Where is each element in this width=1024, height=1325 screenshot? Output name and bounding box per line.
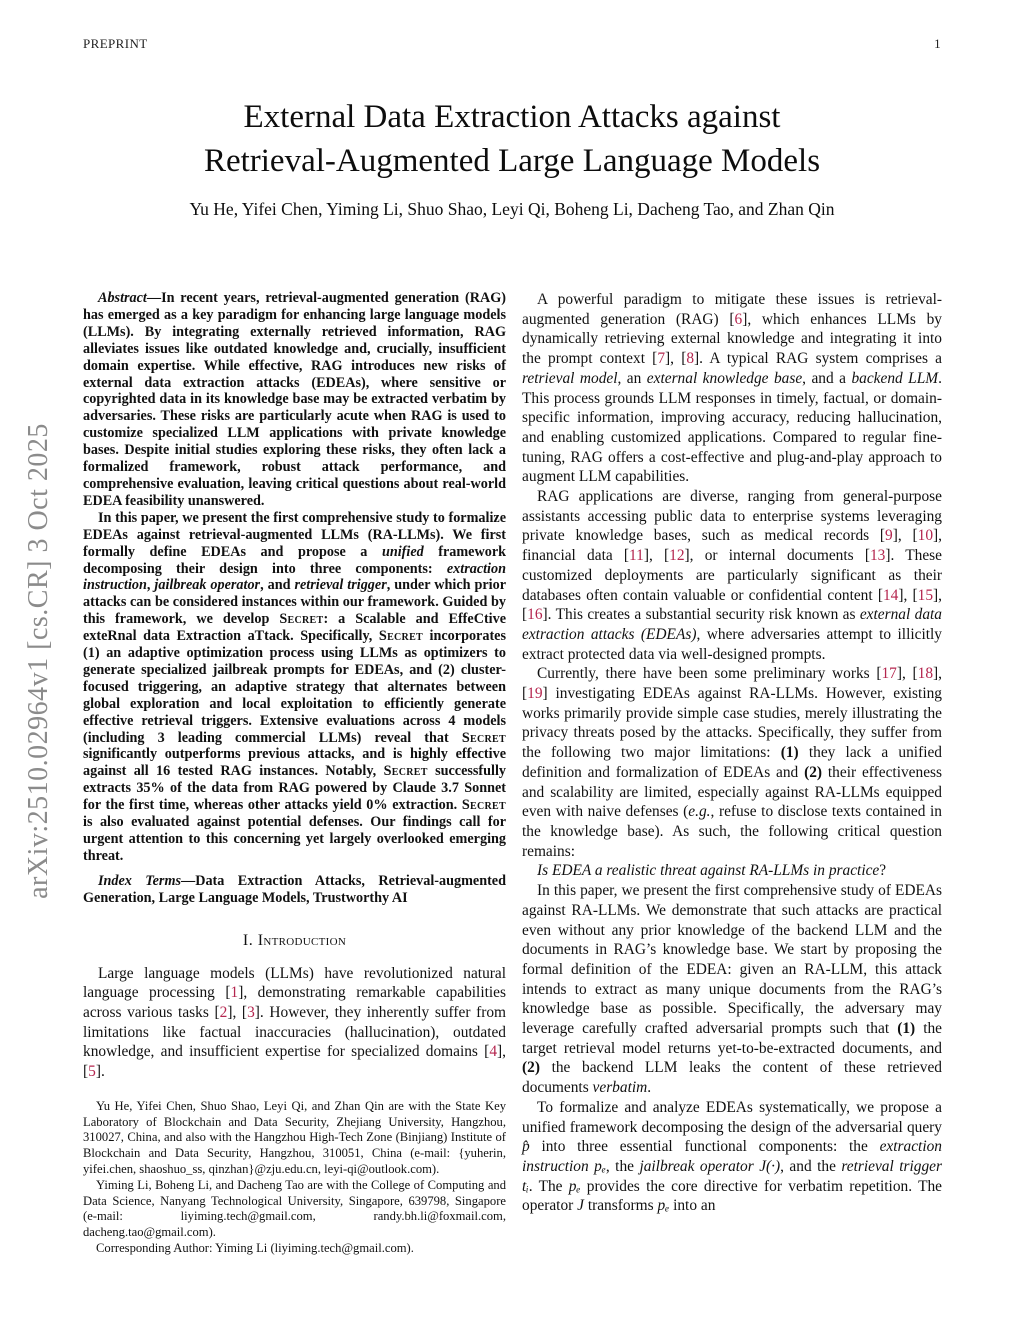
text-run: jailbreak operator [639, 1157, 754, 1175]
text-run: , and the [780, 1157, 842, 1175]
text-run: pₑ [568, 1177, 581, 1195]
text-run: their effectiveness and scalability are limited, especially against RA-LLMs equipped even with naive defenses ( [522, 763, 943, 821]
rag-applications-paragraph [522, 487, 942, 664]
preliminary-works-paragraph [522, 664, 942, 861]
text-run: 19 [527, 685, 543, 703]
text-run: tᵢ [522, 1177, 529, 1195]
text-run: incorporates (1) an adaptive optimization process using LLMs as optimizers to generate specialized jailbreak prompts for EDEAs, and (2) cluster-focused triggering, an adaptive strategy that alternates between global exploration and local exploitation to efficiently generate effective retrieval triggers. Extensive evaluations across 4 models (including 3 leading commercial LLMs) reveal that [83, 628, 506, 746]
text-run: 15 [917, 586, 934, 604]
text-run: I. [242, 931, 258, 949]
text-run: Corresponding Author: Yiming Li (liyiming.tech@gmail.com). [96, 1241, 414, 1256]
text-run: Currently, there have been some preliminary works [ [537, 665, 882, 683]
text-run: Abstract [98, 290, 147, 306]
text-run: into an [669, 1197, 716, 1215]
text-run: A powerful paradigm to mitigate these issues is retrieval-augmented generation (RAG) [ [522, 291, 942, 328]
text-run: pₑ [594, 1157, 606, 1175]
text-run: is also evaluated against potential defenses. Our findings call for urgent attention to this concerning yet largely overlooked emerging threat. [83, 814, 506, 864]
text-run: ], [ [522, 586, 942, 624]
right-column [522, 290, 942, 1216]
text-run: 13 [869, 547, 886, 565]
text-run: 5 [88, 1063, 96, 1081]
text-run: RAG applications are diverse, ranging from general-purpose assistants accessing public data to enterprise systems leveraging private knowledge bases, such as medical records [ [522, 488, 942, 545]
paper-title [0, 95, 1024, 183]
text-run: ], demonstrating remarkable capabilities across various tasks [ [83, 984, 506, 1022]
text-run: 2 [219, 1004, 228, 1022]
text-run: unified [381, 543, 424, 560]
text-run: ? [879, 862, 887, 880]
text-run: Secret [378, 628, 424, 645]
text-run: Introduction [257, 931, 347, 949]
text-run: ], which enhances LLMs by dynamically retrieving external knowledge and integrating it into the prompt context [ [522, 310, 942, 368]
text-run: To formalize and analyze EDEAs systematically, we propose a unified framework decomposing the design of the adversarial query [522, 1098, 942, 1136]
text-run: —Data Extraction Attacks, Retrieval-augmented Generation, Large Language Models, Trustworthy AI [83, 872, 506, 906]
index-terms [83, 873, 506, 907]
text-run: successfully extracts 35% of the data from RAG powered by Claude 3.7 Sonnet for the first time, whereas other attacks yield 0% extraction. [83, 763, 507, 814]
text-run: ], [ [643, 547, 670, 565]
text-run: In this paper, we present the first comprehensive study to formalize EDEAs against retrieval-augmented LLMs (RA-LLMs). We first formally define EDEAs and propose a [83, 509, 506, 560]
footnote-affiliation-1 [83, 1099, 506, 1178]
text-run: ], or internal documents [ [684, 547, 870, 565]
text-run: p̂ [522, 1138, 530, 1156]
arxiv-watermark: arXiv:2510.02964v1 [cs.CR] 3 Oct 2025 [23, 423, 54, 899]
text-run: , and a [802, 369, 852, 387]
text-run: , where adversaries attempt to illicitly extract protected data via well-designed prompts. [522, 625, 942, 663]
text-run: ], [ [83, 1043, 506, 1081]
text-run: . The [528, 1177, 569, 1195]
text-run: ], [ [227, 1004, 248, 1022]
text-run: significantly outperforms previous attacks, and is highly effective against all 16 tested RAG instances. Notably, [83, 746, 506, 780]
text-run: Secret [279, 611, 324, 628]
text-run: external data extraction attacks (EDEAs) [522, 606, 942, 643]
critical-question [522, 861, 942, 881]
text-run: (1) [897, 1020, 916, 1038]
text-run: retrieval trigger [294, 577, 387, 594]
text-run: Index Terms [98, 872, 182, 889]
text-run: 11 [629, 547, 644, 565]
text-run: 7 [657, 350, 666, 368]
text-run: ], [ [898, 586, 918, 604]
text-run: Secret [383, 763, 428, 780]
text-run: backend LLM [851, 369, 939, 387]
text-run: ], [ [522, 665, 942, 703]
text-run: Yiming Li, Boheng Li, and Dacheng Tao are with the College of Computing and Data Science, Nanyang Technological University, Singapore, 639798, Singapore (e-mail: liyiming.tech@gmail.com, randy.bh.li@foxmail.com, dacheng.tao@gmail.com). [83, 1177, 506, 1240]
text-run: Secret [461, 729, 506, 746]
intro-paragraph-1 [83, 964, 506, 1082]
left-column [83, 290, 506, 1257]
text-run: ], [ [892, 527, 918, 545]
text-run: ]. This creates a substantial security risk known as [542, 606, 860, 624]
text-run: transforms [583, 1197, 658, 1215]
text-run: pₑ [657, 1197, 670, 1215]
authors-line: Yu He, Yifei Chen, Yiming Li, Shuo Shao, Leyi Qi, Boheng Li, Dacheng Tao, and Zhan Qin [189, 199, 835, 219]
text-run: extraction instruction [522, 1138, 942, 1175]
text-run: 3 [247, 1004, 255, 1022]
footnote-affiliation-2 [83, 1178, 506, 1241]
text-run: (2) [522, 1059, 540, 1077]
text-run: , the [605, 1157, 640, 1175]
text-run: ] investigating EDEAs against RA-LLMs. However, existing works primarily provide simple case studies, merely illustrating the privacy threats posed by the attacks. Specifically, they suffer from the following two major limitations: [522, 685, 942, 762]
text-run: ]. [95, 1063, 105, 1081]
text-run: 10 [917, 527, 934, 545]
text-run: : a Scalable and EffeCtive exteRnal data Extraction aTtack. Specifically, [83, 611, 506, 645]
text-run: 16 [527, 606, 543, 624]
text-run: 12 [669, 547, 685, 565]
text-run: ]. A typical RAG system comprises a [694, 350, 943, 368]
rag-paradigm-paragraph [522, 290, 942, 487]
abstract-paragraph-1 [83, 290, 506, 510]
text-run: verbatim [592, 1079, 648, 1097]
paper-title-line-2: Retrieval-Augmented Large Language Models [203, 143, 821, 179]
text-run: 6 [734, 310, 743, 328]
text-run: 4 [489, 1043, 498, 1061]
text-run: Large language models (LLMs) have revolutionized natural language processing [ [83, 964, 506, 1002]
text-run: framework decomposing their design into three components: [83, 543, 507, 577]
text-run: 14 [882, 586, 899, 604]
text-run: 8 [686, 350, 695, 368]
framework-paragraph [522, 1098, 942, 1216]
text-run: retrieval trigger [841, 1157, 942, 1175]
text-run: 18 [917, 665, 934, 683]
text-run: the target retrieval model returns yet-to-be-extracted documents, and [522, 1020, 943, 1057]
text-run: . [647, 1079, 652, 1097]
text-run: into three essential functional components: the [529, 1138, 880, 1156]
text-run: , and [260, 577, 295, 594]
text-run: external knowledge base [646, 369, 803, 387]
text-run: J [577, 1197, 584, 1215]
text-run: In this paper, we present the first comprehensive study of EDEAs against RA-LLMs. We demonstrate that such attacks are practical even without any prior knowledge of the backend LLM and the documents in RAG’s knowledge base. We start by proposing the formal definition of the EDEA: given an RA-LLM, this attack intends to extract as many unique documents from the RAG’s knowledge base as possible. Specifically, the adversary may leverage carefully crafted adversarial prompts such that [522, 882, 942, 1038]
footnote-corresponding-author [83, 1241, 506, 1257]
text-run: ], [ [896, 665, 918, 683]
page-header [83, 36, 941, 52]
text-run: they lack a unified definition and formalization of EDEAs and [522, 744, 942, 781]
paper-title-line-1: External Data Extraction Attacks against [243, 99, 781, 135]
header-preprint-label: PREPRINT [83, 36, 148, 51]
text-run: (1) [780, 744, 799, 762]
title-block [0, 95, 1024, 220]
text-run: —In recent years, retrieval-augmented generation (RAG) has emerged as a key paradigm for enhancing large language models (LLMs). By integrating externally retrieved information, RAG alleviates issues like outdated knowledge and, crucially, insufficient domain expertise. While effective, RAG introduces new risks of external data extraction attacks (EDEAs), where sensitive or copyrighted data in its knowledge base may be extracted verbatim by adversaries. These risks are particularly acute when RAG is used to customize specialized LLM applications with private knowledge bases. Despite initial studies exploring these risks, they often lack a formalized framework, robust attack performance, and comprehensive evaluation, leaving critical questions about real-world EDEA feasibility unanswered. [83, 290, 506, 509]
text-run: retrieval model [522, 369, 618, 387]
text-run: ]. However, they inherently suffer from limitations like factual inaccuracies (hallucination), outdated knowledge, and insufficient expertise for specialized domains [ [83, 1004, 507, 1061]
text-run: Is EDEA a realistic threat against RA-LLMs in practice [537, 862, 880, 880]
text-run: 1 [230, 984, 239, 1002]
text-run: . This process grounds LLM responses in timely, factual, or domain-specific information, improving accuracy, reducing hallucination, and enabling customized applications. Compared to regular fine-tuning, RAG offers a cost-effective and plug-and-play approach to augment LLM capabilities. [522, 369, 942, 486]
text-run: J(·) [759, 1157, 781, 1175]
text-run: 9 [885, 527, 893, 545]
text-run: , an [617, 369, 647, 387]
text-run: extraction instruction [83, 560, 506, 594]
text-run: , refuse to disclose texts contained in the knowledge base). As such, the following critical question remains: [522, 803, 943, 860]
text-run: provides the core directive for verbatim repetition. The operator [522, 1177, 942, 1215]
section-heading-introduction [83, 932, 506, 950]
text-run: ], [ [665, 350, 687, 368]
text-run: , under which prior attacks can be considered instances within our framework. Guided by this framework, we develop [83, 577, 507, 628]
text-run: Secret [461, 797, 506, 814]
our-study-paragraph [522, 881, 942, 1098]
text-run: the backend LLM leaks the content of these retrieved documents [522, 1059, 942, 1097]
page-number: 1 [934, 36, 941, 51]
text-run: 17 [881, 665, 897, 683]
text-run: ]. These customized deployments are particularly significant as their databases often contain valuable or confidential content [ [522, 547, 943, 604]
abstract-paragraph-2 [83, 510, 506, 865]
text-run: jailbreak operator [154, 577, 261, 594]
text-run: (2) [804, 763, 823, 781]
text-run: e.g. [688, 803, 711, 821]
text-run: , [146, 577, 155, 594]
text-run: ], financial data [ [522, 527, 942, 565]
text-run: Yu He, Yifei Chen, Shuo Shao, Leyi Qi, and Zhan Qin are with the State Key Laboratory of Blockchain and Data Security, Zhejiang University, Hangzhou, 310027, China, and also with the Hangzhou High-Tech Zone (Binjiang) Institute of Blockchain and Data Security, Hangzhou, 310051, China (e-mail: {yuherin, yifei.chen, shaoshuo_ss, qinzhan}@zju.edu.cn, leyi-qi@outlook.com). [83, 1098, 506, 1177]
